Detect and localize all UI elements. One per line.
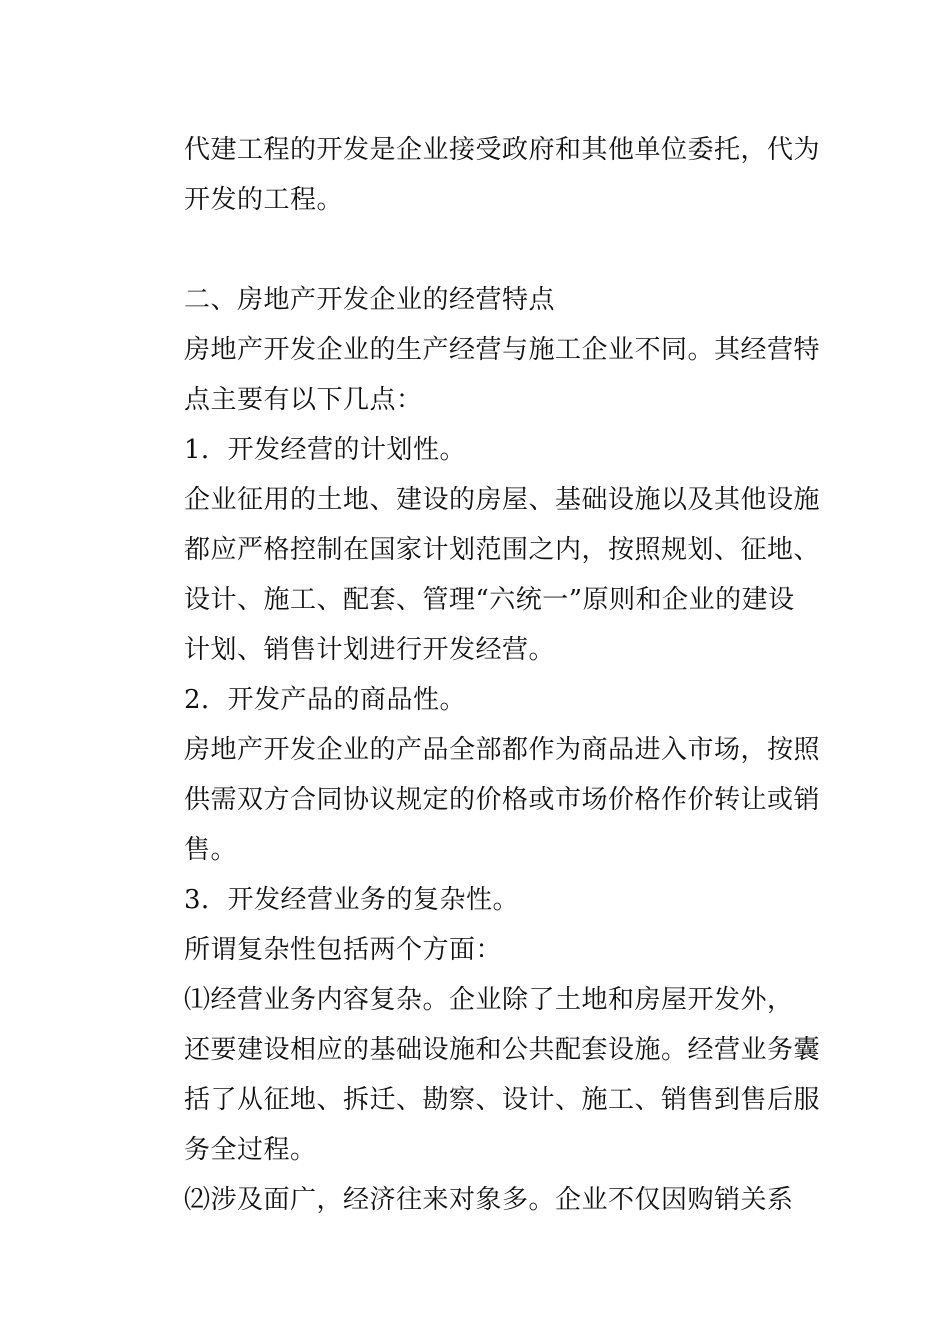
p10-line0: ⑴经营业务内容复杂。企业除了土地和房屋开发外， [184,985,794,1015]
section-heading: 二、房地产开发企业的经营特点 [184,285,556,315]
p7-line2: 售。 [184,835,238,865]
p5-line1: 都应严格控制在国家计划范围之内，按照规划、征地、 [184,535,821,565]
p7-line0: 房地产开发企业的产品全部都作为商品进入市场，按照 [184,735,821,765]
item-2-heading: 2．开发产品的商品性。 [184,685,467,715]
p9-line0: 所谓复杂性包括两个方面： [184,935,503,965]
p3-line0: 房地产开发企业的生产经营与施工企业不同。其经营特 [184,335,821,365]
item-3-heading: 3．开发经营业务的复杂性。 [184,885,520,915]
p0-line1: 开发的工程。 [184,185,344,215]
p5-line0: 企业征用的土地、建设的房屋、基础设施以及其他设施 [184,485,821,515]
p5-line3: 计划、销售计划进行开发经营。 [184,635,556,665]
p5-line2: 设计、施工、配套、管理“六统一”原则和企业的建设 [184,585,795,615]
document-page [184,125,821,1225]
item-1-heading: 1．开发经营的计划性。 [184,435,467,465]
p10-line1: 还要建设相应的基础设施和公共配套设施。经营业务囊 [184,1035,821,1065]
p0-line0: 代建工程的开发是企业接受政府和其他单位委托，代为 [184,135,821,165]
p10-line3: 务全过程。 [184,1135,317,1165]
p10-line2: 括了从征地、拆迁、勘察、设计、施工、销售到售后服 [184,1085,821,1115]
p11-line0: ⑵涉及面广，经济往来对象多。企业不仅因购销关系 [184,1185,794,1215]
p3-line1: 点主要有以下几点： [184,385,423,415]
paragraph-gap [184,225,804,275]
p7-line1: 供需双方合同协议规定的价格或市场价格作价转让或销 [184,785,821,815]
